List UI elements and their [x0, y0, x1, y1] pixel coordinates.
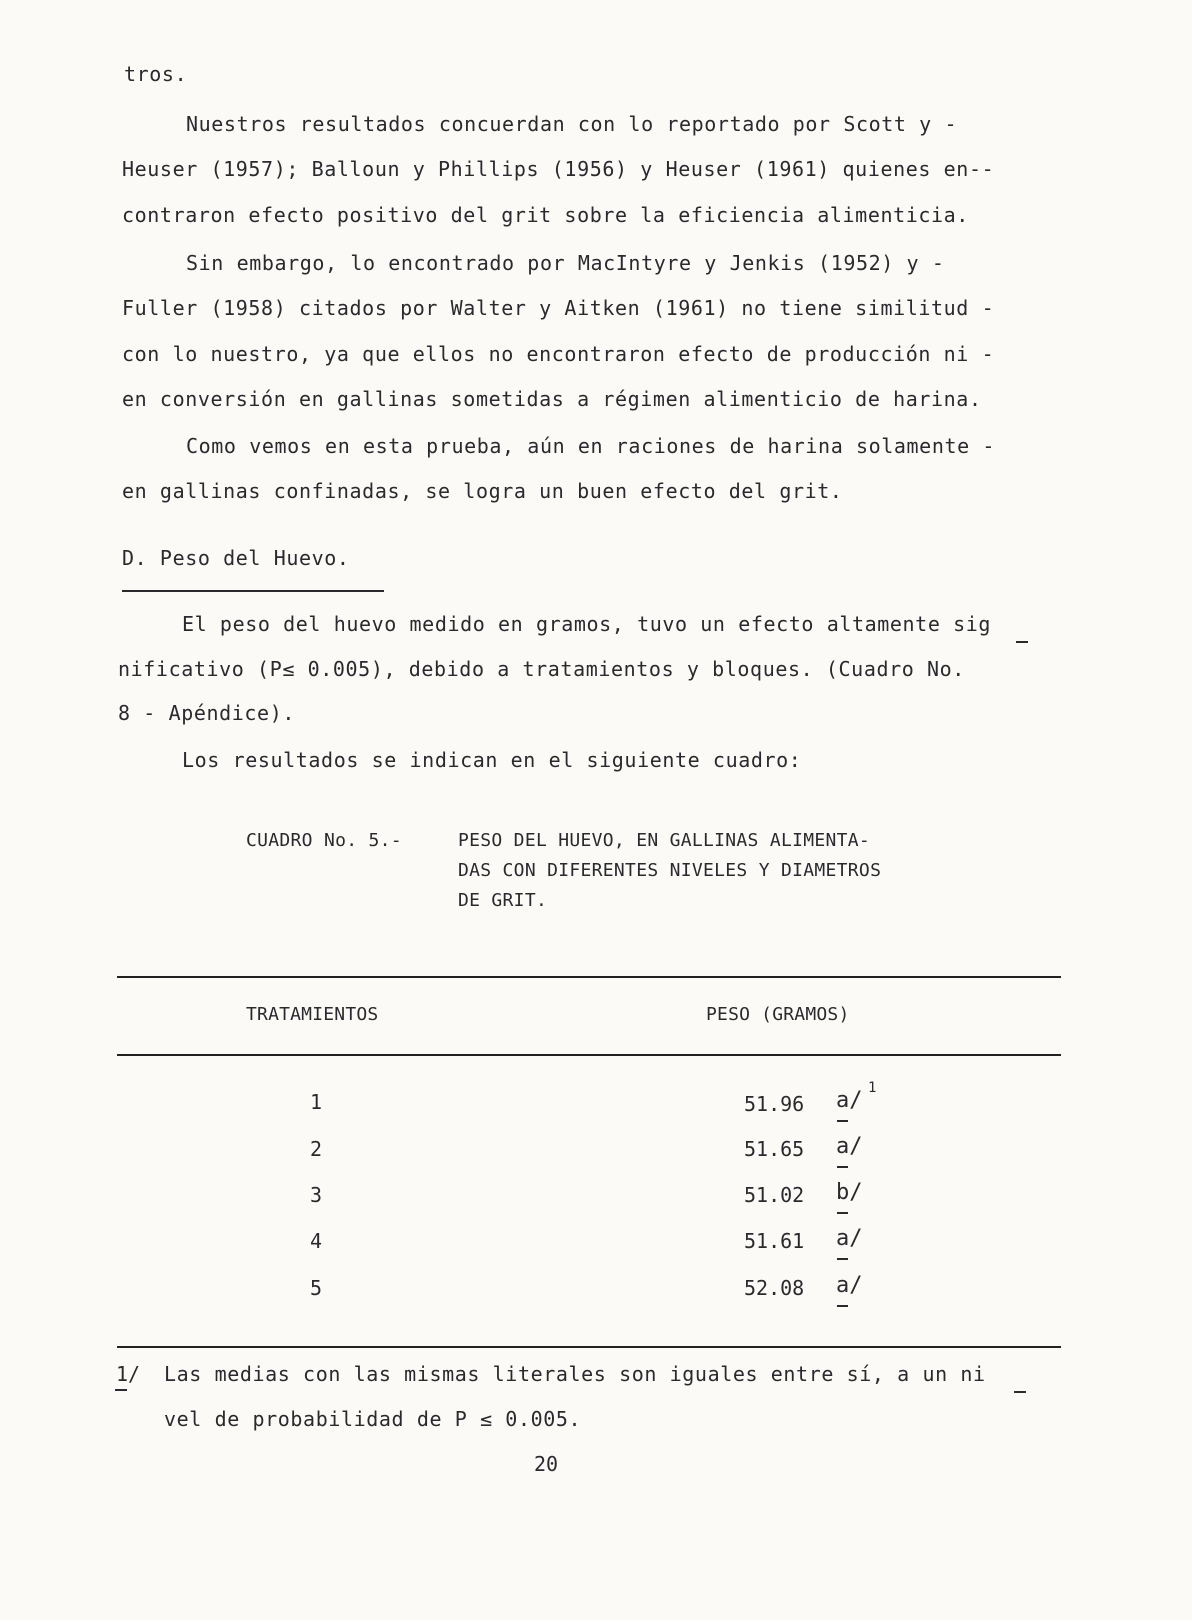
- letter-underline: [837, 1120, 848, 1122]
- letter-underline: [837, 1258, 848, 1260]
- table-top-rule: [117, 976, 1061, 978]
- section-heading: D. Peso del Huevo.: [122, 546, 350, 570]
- table-caption-label: CUADRO No. 5.-: [246, 830, 402, 851]
- section-line: El peso del huevo medido en gramos, tuvo un efecto altamente sig: [182, 612, 992, 636]
- body-line: Fuller (1958) citados por Walter y Aitken (1961) no tiene similitud -: [122, 296, 995, 320]
- tratamiento-cell: 2: [310, 1137, 323, 1161]
- peso-cell: 51.96: [744, 1092, 805, 1116]
- letter-underline: [837, 1305, 848, 1307]
- section-line: nificativo (P≤ 0.005), debido a tratamientos y bloques. (Cuadro No.: [118, 657, 965, 681]
- significance-letter: a/: [836, 1134, 863, 1159]
- footnote-line: Las medias con las mismas literales son iguales entre sí, a un ni: [164, 1362, 986, 1386]
- peso-cell: 52.08: [744, 1276, 805, 1300]
- footnote-mark: 1/: [116, 1362, 141, 1386]
- body-line: Como vemos en esta prueba, aún en raciones de harina solamente -: [186, 434, 996, 458]
- table-caption-line: DE GRIT.: [458, 890, 548, 911]
- body-line: Heuser (1957); Balloun y Phillips (1956) y Heuser (1961) quienes en--: [122, 157, 995, 181]
- tratamiento-cell: 5: [310, 1276, 323, 1300]
- significance-letter: a/: [836, 1088, 863, 1113]
- significance-letter: a/: [836, 1226, 863, 1251]
- table-caption-line: DAS CON DIFERENTES NIVELES Y DIAMETROS: [458, 860, 882, 881]
- header-tratamientos: TRATAMIENTOS: [246, 1004, 379, 1025]
- hyphenation-underline: [1016, 641, 1028, 643]
- peso-cell: 51.65: [744, 1137, 805, 1161]
- body-line: contraron efecto positivo del grit sobre la eficiencia alimenticia.: [122, 203, 969, 227]
- body-line: con lo nuestro, ya que ellos no encontraron efecto de producción ni -: [122, 342, 995, 366]
- footnote-reference: 1: [868, 1080, 877, 1096]
- body-line: en conversión en gallinas sometidas a régimen alimenticio de harina.: [122, 387, 982, 411]
- page-number: 20: [534, 1452, 559, 1476]
- tratamiento-cell: 4: [310, 1229, 323, 1253]
- peso-cell: 51.61: [744, 1229, 805, 1253]
- footnote-line: vel de probabilidad de P ≤ 0.005.: [164, 1407, 582, 1431]
- tratamiento-cell: 3: [310, 1183, 323, 1207]
- significance-letter: a/: [836, 1273, 863, 1298]
- section-line: 8 - Apéndice).: [118, 701, 295, 725]
- body-line: Sin embargo, lo encontrado por MacIntyre y Jenkis (1952) y -: [186, 251, 945, 275]
- letter-underline: [837, 1212, 848, 1214]
- footnote-mark-underline: [115, 1389, 127, 1391]
- table-caption-line: PESO DEL HUEVO, EN GALLINAS ALIMENTA-: [458, 830, 871, 851]
- table-bottom-rule: [117, 1346, 1061, 1348]
- significance-letter: b/: [836, 1180, 863, 1205]
- letter-underline: [837, 1166, 848, 1168]
- body-line: en gallinas confinadas, se logra un buen efecto del grit.: [122, 479, 843, 503]
- body-line: tros.: [124, 62, 188, 86]
- body-line: Nuestros resultados concuerdan con lo reportado por Scott y -: [186, 112, 958, 136]
- table-header-rule: [117, 1054, 1061, 1056]
- peso-cell: 51.02: [744, 1183, 805, 1207]
- section-line: Los resultados se indican en el siguiente cuadro:: [182, 748, 802, 772]
- header-peso: PESO (GRAMOS): [706, 1004, 850, 1025]
- tratamiento-cell: 1: [310, 1090, 323, 1114]
- hyphenation-underline: [1014, 1391, 1026, 1393]
- section-heading-underline: [122, 590, 384, 592]
